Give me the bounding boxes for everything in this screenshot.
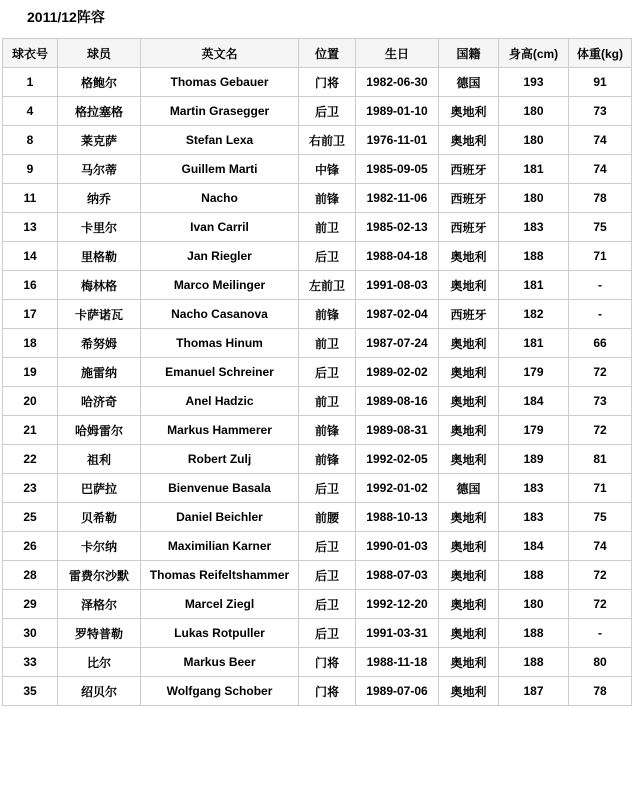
cell: 182 (499, 300, 569, 329)
cell: Martin Grasegger (141, 97, 299, 126)
table-row (3, 358, 632, 387)
cell: 1991-03-31 (356, 619, 439, 648)
table-row (3, 648, 632, 677)
cell: 西班牙 (439, 300, 499, 329)
cell: 189 (499, 445, 569, 474)
cell: 1989-02-02 (356, 358, 439, 387)
cell: 奥地利 (439, 532, 499, 561)
cell: Anel Hadzic (141, 387, 299, 416)
cell: 中锋 (299, 155, 356, 184)
cell: 8 (3, 126, 58, 155)
cell: 74 (569, 155, 632, 184)
table-row (3, 619, 632, 648)
cell: Emanuel Schreiner (141, 358, 299, 387)
table-row (3, 155, 632, 184)
cell: 72 (569, 416, 632, 445)
cell: 180 (499, 97, 569, 126)
column-header: 身高(cm) (499, 39, 569, 68)
page-title: 2011/12阵容 (27, 9, 105, 25)
cell: 188 (499, 619, 569, 648)
cell: 奥地利 (439, 677, 499, 706)
cell: 179 (499, 358, 569, 387)
cell: 73 (569, 97, 632, 126)
cell: 卡尔纳 (58, 532, 141, 561)
cell: Jan Riegler (141, 242, 299, 271)
cell: Lukas Rotpuller (141, 619, 299, 648)
cell: 80 (569, 648, 632, 677)
cell: 66 (569, 329, 632, 358)
cell: 右前卫 (299, 126, 356, 155)
cell: 德国 (439, 68, 499, 97)
cell: 13 (3, 213, 58, 242)
cell: 前卫 (299, 329, 356, 358)
cell: 前腰 (299, 503, 356, 532)
cell: Nacho (141, 184, 299, 213)
column-header: 球员 (58, 39, 141, 68)
cell: 23 (3, 474, 58, 503)
cell: 179 (499, 416, 569, 445)
cell: 74 (569, 532, 632, 561)
cell: - (569, 300, 632, 329)
cell: 奥地利 (439, 590, 499, 619)
cell: 18 (3, 329, 58, 358)
cell: 1992-12-20 (356, 590, 439, 619)
cell: 里格勒 (58, 242, 141, 271)
cell: Guillem Marti (141, 155, 299, 184)
cell: 罗特普勒 (58, 619, 141, 648)
cell: 184 (499, 387, 569, 416)
cell: 哈姆雷尔 (58, 416, 141, 445)
cell: Daniel Beichler (141, 503, 299, 532)
cell: 奥地利 (439, 358, 499, 387)
cell: 71 (569, 474, 632, 503)
cell: 比尔 (58, 648, 141, 677)
cell: 29 (3, 590, 58, 619)
cell: 1988-11-18 (356, 648, 439, 677)
cell: 1988-04-18 (356, 242, 439, 271)
cell: 1982-11-06 (356, 184, 439, 213)
cell: 22 (3, 445, 58, 474)
table-row (3, 387, 632, 416)
cell: 奥地利 (439, 416, 499, 445)
table-row (3, 242, 632, 271)
cell: Thomas Reifeltshammer (141, 561, 299, 590)
cell: 1989-07-06 (356, 677, 439, 706)
cell: 1985-02-13 (356, 213, 439, 242)
cell: 188 (499, 242, 569, 271)
cell: 门将 (299, 677, 356, 706)
cell: 雷费尔沙默 (58, 561, 141, 590)
cell: 施雷纳 (58, 358, 141, 387)
column-header: 生日 (356, 39, 439, 68)
cell: 28 (3, 561, 58, 590)
cell: 187 (499, 677, 569, 706)
cell: 72 (569, 561, 632, 590)
cell: - (569, 271, 632, 300)
table-row (3, 329, 632, 358)
cell: 前锋 (299, 184, 356, 213)
column-header: 体重(kg) (569, 39, 632, 68)
cell: 20 (3, 387, 58, 416)
cell: 哈济奇 (58, 387, 141, 416)
column-header: 国籍 (439, 39, 499, 68)
cell: 1985-09-05 (356, 155, 439, 184)
table-row (3, 677, 632, 706)
cell: 奥地利 (439, 97, 499, 126)
cell: 后卫 (299, 590, 356, 619)
cell: 9 (3, 155, 58, 184)
cell: 181 (499, 329, 569, 358)
cell: 后卫 (299, 242, 356, 271)
cell: 71 (569, 242, 632, 271)
cell: Wolfgang Schober (141, 677, 299, 706)
cell: 梅林格 (58, 271, 141, 300)
cell: 188 (499, 561, 569, 590)
cell: 纳乔 (58, 184, 141, 213)
table-row (3, 271, 632, 300)
cell: 183 (499, 503, 569, 532)
cell: 1987-07-24 (356, 329, 439, 358)
cell: 26 (3, 532, 58, 561)
cell: 后卫 (299, 358, 356, 387)
table-row (3, 300, 632, 329)
cell: 1988-10-13 (356, 503, 439, 532)
cell: 75 (569, 213, 632, 242)
header-row (3, 39, 632, 68)
cell: 奥地利 (439, 242, 499, 271)
cell: 1991-08-03 (356, 271, 439, 300)
cell: 19 (3, 358, 58, 387)
table-row (3, 503, 632, 532)
table-row (3, 474, 632, 503)
cell: Markus Beer (141, 648, 299, 677)
cell: 前卫 (299, 213, 356, 242)
cell: 绍贝尔 (58, 677, 141, 706)
cell: Ivan Carril (141, 213, 299, 242)
cell: 西班牙 (439, 213, 499, 242)
cell: 奥地利 (439, 503, 499, 532)
cell: 181 (499, 155, 569, 184)
cell: Stefan Lexa (141, 126, 299, 155)
cell: 前锋 (299, 300, 356, 329)
cell: 前锋 (299, 416, 356, 445)
cell: 格拉塞格 (58, 97, 141, 126)
cell: 33 (3, 648, 58, 677)
cell: 巴萨拉 (58, 474, 141, 503)
cell: Marcel Ziegl (141, 590, 299, 619)
cell: 门将 (299, 68, 356, 97)
cell: Marco Meilinger (141, 271, 299, 300)
cell: 180 (499, 184, 569, 213)
table-row (3, 590, 632, 619)
cell: 72 (569, 358, 632, 387)
cell: Robert Zulj (141, 445, 299, 474)
cell: 78 (569, 184, 632, 213)
cell: 1992-02-05 (356, 445, 439, 474)
cell: 1989-01-10 (356, 97, 439, 126)
cell: 祖利 (58, 445, 141, 474)
cell: 74 (569, 126, 632, 155)
cell: 1989-08-16 (356, 387, 439, 416)
cell: 后卫 (299, 97, 356, 126)
cell: 72 (569, 590, 632, 619)
cell: 左前卫 (299, 271, 356, 300)
cell: 35 (3, 677, 58, 706)
cell: 1990-01-03 (356, 532, 439, 561)
cell: 德国 (439, 474, 499, 503)
cell: 78 (569, 677, 632, 706)
cell: 1988-07-03 (356, 561, 439, 590)
cell: Markus Hammerer (141, 416, 299, 445)
cell: 1987-02-04 (356, 300, 439, 329)
cell: 73 (569, 387, 632, 416)
column-header: 球衣号 (3, 39, 58, 68)
table-row (3, 68, 632, 97)
table-row (3, 416, 632, 445)
cell: 21 (3, 416, 58, 445)
cell: 75 (569, 503, 632, 532)
cell: 卡里尔 (58, 213, 141, 242)
cell: 1 (3, 68, 58, 97)
cell: 184 (499, 532, 569, 561)
table-row (3, 532, 632, 561)
cell: 西班牙 (439, 184, 499, 213)
cell: 奥地利 (439, 387, 499, 416)
column-header: 位置 (299, 39, 356, 68)
table-row (3, 213, 632, 242)
cell: 17 (3, 300, 58, 329)
cell: 莱克萨 (58, 126, 141, 155)
cell: Thomas Gebauer (141, 68, 299, 97)
cell: 奥地利 (439, 329, 499, 358)
cell: 16 (3, 271, 58, 300)
cell: 奥地利 (439, 648, 499, 677)
cell: 181 (499, 271, 569, 300)
cell: 180 (499, 126, 569, 155)
cell: Thomas Hinum (141, 329, 299, 358)
cell: 贝希勒 (58, 503, 141, 532)
cell: 180 (499, 590, 569, 619)
cell: 希努姆 (58, 329, 141, 358)
cell: 14 (3, 242, 58, 271)
cell: 81 (569, 445, 632, 474)
cell: 1989-08-31 (356, 416, 439, 445)
cell: Maximilian Karner (141, 532, 299, 561)
cell: Bienvenue Basala (141, 474, 299, 503)
cell: 门将 (299, 648, 356, 677)
cell: 后卫 (299, 474, 356, 503)
table-row (3, 126, 632, 155)
cell: 25 (3, 503, 58, 532)
table-row (3, 561, 632, 590)
cell: 30 (3, 619, 58, 648)
table-row (3, 184, 632, 213)
cell: 前锋 (299, 445, 356, 474)
cell: 奥地利 (439, 619, 499, 648)
cell: 西班牙 (439, 155, 499, 184)
cell: 91 (569, 68, 632, 97)
cell: - (569, 619, 632, 648)
cell: 奥地利 (439, 445, 499, 474)
cell: 格鲍尔 (58, 68, 141, 97)
cell: 188 (499, 648, 569, 677)
squad-table-body (3, 68, 632, 706)
cell: Nacho Casanova (141, 300, 299, 329)
cell: 奥地利 (439, 126, 499, 155)
cell: 前卫 (299, 387, 356, 416)
cell: 后卫 (299, 532, 356, 561)
cell: 4 (3, 97, 58, 126)
cell: 183 (499, 474, 569, 503)
cell: 奥地利 (439, 561, 499, 590)
cell: 183 (499, 213, 569, 242)
cell: 后卫 (299, 561, 356, 590)
cell: 11 (3, 184, 58, 213)
cell: 后卫 (299, 619, 356, 648)
cell: 1992-01-02 (356, 474, 439, 503)
cell: 卡萨诺瓦 (58, 300, 141, 329)
table-row (3, 97, 632, 126)
cell: 马尔蒂 (58, 155, 141, 184)
column-header: 英文名 (141, 39, 299, 68)
cell: 1982-06-30 (356, 68, 439, 97)
cell: 奥地利 (439, 271, 499, 300)
squad-table (2, 38, 632, 706)
table-row (3, 445, 632, 474)
cell: 193 (499, 68, 569, 97)
cell: 泽格尔 (58, 590, 141, 619)
cell: 1976-11-01 (356, 126, 439, 155)
